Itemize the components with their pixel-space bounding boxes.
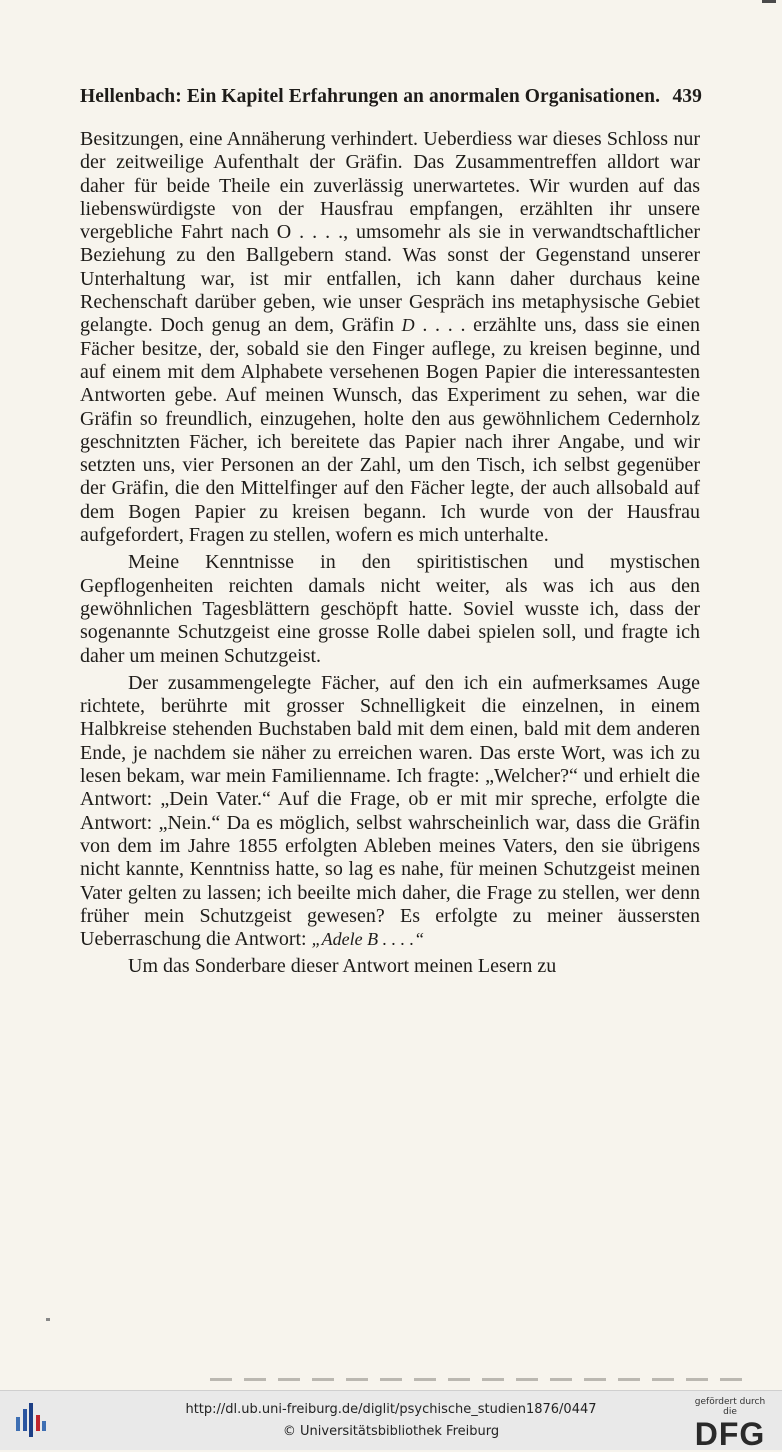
paragraph-2: Meine Kenntnisse in den spiritistischen und mystischen Gepflogenheiten reichten damals nicht weiter, als was ich aus den gewöhnlichen Tagesblättern geschöpft hatte. Soviel wusste ich, dass der sogenannte Schutzgeist eine grosse Rolle dabei spielen soll, und fragte ich daher um meinen Schutzgeist. [80,551,700,667]
countess-initial: D [401,315,415,336]
running-header [80,86,702,108]
paragraph-1 [80,128,700,547]
paragraph-3-text: Der zusammengelegte Fächer, auf den ich ein aufmerksames Auge richtete, berührte mit grosser Schnelligkeit die einzelnen, in einem Halbkreise stehenden Buchstaben bald mit dem einen, bald mit dem anderen Ende, je nachdem sie näher zu erreichen waren. Das erste Wort, was ich zu lesen bekam, war mein Familienname. Ich fragte: „Welcher?“ und erhielt die Antwort: „Dein Vater.“ Auf die Frage, ob er mit mir spreche, erfolgte die Antwort: „Nein.“ Da es möglich, selbst wahrscheinlich war, dass die Gräfin von dem im Jahre 1855 erfolgten Ableben meines Vaters, den sie übrigens nicht kannte, Kenntniss hatte, so lag es nahe, für meinen Schutzgeist meinen Vater gelten zu lassen; ich beeilte mich daher, die Frage zu stellen, wer denn früher mein Schutzgeist gewesen? Es erfolgte zu meiner äussersten Ueberraschung die Antwort: [80,671,700,951]
body-text [80,128,700,979]
paragraph-1-text: Besitzungen, eine Annäherung verhindert. Ueberdiess war dieses Schloss nur der zeitweilige Aufenthalt der Gräfin. Das Zusammentreffen alldort war daher für beide Theile ein zuverlässig unerwartetes. Wir wurden auf das liebenswürdigste von der Hausfrau empfangen, erzählten ihr unsere vergebliche Fahrt nach O . . . ., umsomehr als sie in verwandtschaftlicher Beziehung zu den Ballgebern stand. Was sonst der Gegenstand unserer Unterhaltung war, ist mir entfallen, ich kann daher durchaus keine Rechenschaft darüber geben, wie unser Gespräch ins metaphysische Gebiet gelangte. Doch genug an dem, Gräfin [80,128,700,337]
viewer-footer [0,1390,782,1450]
dfg-wordmark: DFG [694,1416,766,1452]
running-title: Hellenbach: Ein Kapitel Erfahrungen an anormalen Organisationen. [80,86,661,107]
show-through-line [210,1378,750,1381]
dfg-logo [688,1397,772,1452]
page-number: 439 [672,86,702,107]
paragraph-1-rest: . . . . erzählte uns, dass sie einen Fächer besitze, der, sobald sie den Finger auflege, zu kreisen beginne, und auf einem mit dem Alphabete versehenen Bogen Papier die interessantesten Antworten gebe. Auf meinen Wunsch, das Experiment zu sehen, war die Gräfin so freundlich, einzugehen, holte den aus gewöhnlichem Cedernholz geschnitzten Fächer, ich bereitete das Papier nach ihrer Angabe, und wir setzten uns, vier Personen an der Zahl, um den Tisch, ich selbst gegenüber der Gräfin, die den Mittelfinger auf den Fächer legte, der auch allsobald auf dem Bogen Papier zu kreisen begann. Ich wurde von der Hausfrau aufgefordert, Fragen zu stellen, wofern es mich unterhalte. [80,314,700,547]
paragraph-3 [80,672,700,952]
margin-speck [46,1318,50,1321]
dfg-caption: gefördert durch die [694,1397,766,1417]
permalink-url[interactable]: http://dl.ub.uni-freiburg.de/diglit/psychische_studien1876/0447 [185,1402,597,1417]
copyright-notice: © Universitätsbibliothek Freiburg [282,1424,500,1439]
corner-mark [762,0,776,3]
paragraph-4: Um das Sonderbare dieser Antwort meinen Lesern zu [128,955,557,978]
answer-quote: „Adele B . . . .“ [311,929,425,950]
